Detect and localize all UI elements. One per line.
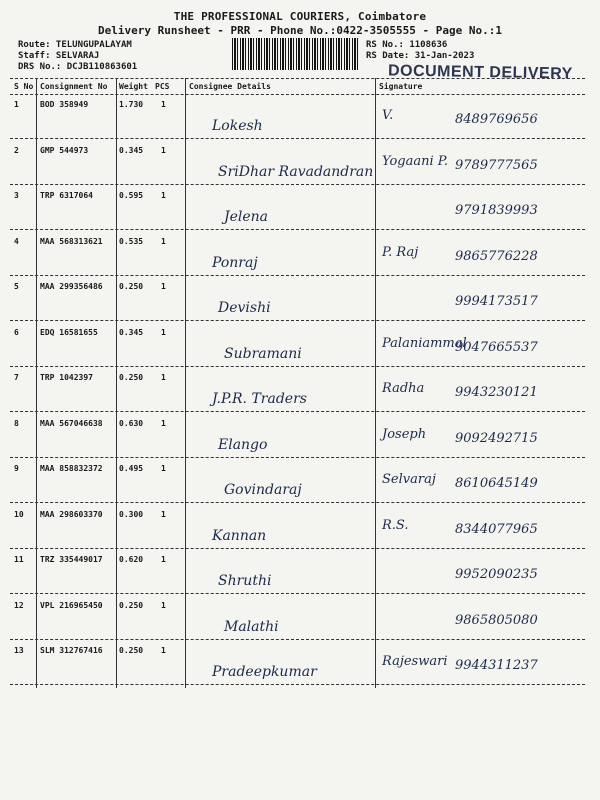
row-signature-name: Selvaraj	[382, 472, 436, 487]
row-consignment: TRP 1042397	[40, 373, 93, 382]
row-signature-name: Rajeswari	[382, 654, 448, 669]
row-sno: 6	[14, 327, 19, 337]
row-consignment: GMP 544973	[40, 145, 89, 155]
row-signature-phone: 9789777565	[455, 157, 538, 173]
row-pcs: 1	[161, 327, 166, 337]
row-sno: 12	[14, 600, 24, 610]
row-signature-phone: 9952090235	[455, 567, 538, 582]
header-rule	[10, 94, 585, 95]
row-signature-phone: 9047665537	[455, 339, 538, 355]
row-consignee-handwritten: J.P.R. Traders	[212, 391, 307, 407]
row-consignment: EDQ 16581655	[40, 327, 98, 337]
row-sno: 4	[14, 236, 19, 246]
table-top-rule	[10, 78, 585, 79]
company-title: THE PROFESSIONAL COURIERS, Coimbatore	[173, 10, 427, 23]
row-pcs: 1	[161, 373, 166, 382]
row-consignment: MAA 298603370	[40, 509, 103, 519]
row-consignee-handwritten: SriDhar Ravadandran	[218, 163, 374, 180]
row-pcs: 1	[161, 282, 166, 291]
row-weight: 0.250	[119, 600, 144, 610]
row-signature-name: Radha	[382, 381, 425, 396]
row-sno: 13	[14, 646, 24, 655]
row-weight: 0.345	[119, 145, 144, 155]
row-sno: 11	[14, 555, 24, 564]
barcode	[232, 38, 360, 70]
row-consignee-handwritten: Malathi	[224, 618, 279, 635]
row-signature-name: R.S.	[382, 517, 409, 533]
col-header-weight: Weight	[119, 82, 148, 91]
row-consignment: MAA 299356486	[40, 282, 103, 291]
row-consignment: BOD 358949	[40, 100, 89, 109]
row-consignee-handwritten: Lokesh	[212, 118, 263, 134]
row-pcs: 1	[161, 418, 166, 428]
row-consignee-handwritten: Devishi	[218, 300, 271, 316]
row-separator	[10, 229, 585, 230]
row-sno: 3	[14, 191, 19, 200]
row-consignment: MAA 568313621	[40, 236, 103, 246]
col-header-signature: Signature	[379, 82, 423, 91]
row-signature-phone: 9791839993	[455, 203, 538, 218]
row-consignment: MAA 567046638	[40, 418, 103, 428]
row-weight: 0.250	[119, 282, 144, 291]
row-separator	[10, 411, 585, 412]
staff-label: Staff: SELVARAJ	[18, 51, 100, 61]
row-signature-name: P. Raj	[382, 244, 419, 260]
row-signature-phone: 9943230121	[455, 385, 538, 400]
row-pcs: 1	[161, 191, 166, 200]
row-pcs: 1	[161, 555, 166, 564]
row-sno: 10	[14, 509, 24, 519]
row-signature-phone: 9865805080	[455, 612, 538, 628]
row-pcs: 1	[161, 464, 166, 473]
row-separator	[10, 593, 585, 594]
row-sno: 5	[14, 282, 19, 291]
row-separator	[10, 320, 585, 321]
row-consignee-handwritten: Govindaraj	[224, 482, 302, 498]
row-pcs: 1	[161, 145, 166, 155]
row-signature-phone: 8610645149	[455, 476, 538, 491]
row-signature-name: Joseph	[382, 426, 427, 442]
col-header-pcs: PCS	[155, 82, 170, 91]
row-consignee-handwritten: Pradeepkumar	[212, 664, 317, 680]
row-weight: 0.630	[119, 418, 144, 428]
runsheet-title: Delivery Runsheet - PRR - Phone No.:0422-3505555 - Page No.:1	[98, 24, 502, 37]
col-header-consignment: Consignment No	[40, 82, 108, 91]
row-consignee-handwritten: Kannan	[212, 527, 267, 544]
row-weight: 1.730	[119, 100, 144, 109]
row-consignment: VPL 216965450	[40, 600, 103, 610]
col-divider	[375, 78, 376, 688]
row-signature-phone: 8489769656	[455, 112, 538, 127]
row-separator	[10, 457, 585, 458]
col-divider	[185, 78, 186, 688]
row-weight: 0.300	[119, 509, 144, 519]
row-signature-phone: 8344077965	[455, 521, 538, 537]
row-weight: 0.495	[119, 464, 144, 473]
row-separator	[10, 684, 585, 685]
document-delivery-stamp: DOCUMENT DELIVERY	[387, 62, 573, 83]
row-separator	[10, 548, 585, 549]
row-separator	[10, 138, 585, 139]
row-separator	[10, 366, 585, 367]
row-weight: 0.345	[119, 327, 144, 337]
row-weight: 0.250	[119, 646, 144, 655]
row-separator	[10, 275, 585, 276]
route-label: Route: TELUNGUPALAYAM	[18, 40, 132, 50]
row-signature-phone: 9994173517	[455, 294, 538, 309]
col-divider	[116, 78, 117, 688]
row-consignee-handwritten: Shruthi	[218, 573, 272, 589]
row-sno: 9	[14, 464, 19, 473]
row-sno: 2	[14, 145, 19, 155]
row-consignee-handwritten: Jelena	[224, 209, 269, 225]
row-pcs: 1	[161, 100, 166, 109]
rs-date: RS Date: 31-Jan-2023	[366, 51, 475, 61]
col-divider	[36, 78, 37, 688]
row-consignment: TRZ 335449017	[40, 555, 103, 564]
row-pcs: 1	[161, 646, 166, 655]
row-consignment: SLM 312767416	[40, 646, 103, 655]
row-weight: 0.595	[119, 191, 144, 200]
row-sno: 8	[14, 418, 19, 428]
row-weight: 0.250	[119, 373, 144, 382]
row-separator	[10, 639, 585, 640]
row-pcs: 1	[161, 236, 166, 246]
row-signature-name: V.	[382, 108, 394, 123]
col-header-sno: S No	[14, 82, 34, 91]
row-consignment: TRP 6317064	[40, 191, 93, 200]
row-signature-phone: 9865776228	[455, 248, 538, 264]
row-sno: 7	[14, 373, 19, 382]
drs-number: DRS No.: DCJB110863601	[18, 62, 138, 72]
row-signature-phone: 9092492715	[455, 430, 538, 446]
row-signature-phone: 9944311237	[455, 658, 538, 673]
row-pcs: 1	[161, 509, 166, 519]
rs-number: RS No.: 1108636	[366, 40, 448, 50]
row-separator	[10, 502, 585, 503]
row-weight: 0.620	[119, 555, 144, 564]
row-signature-name: Yogaani P.	[382, 153, 449, 169]
row-consignee-handwritten: Subramani	[224, 345, 302, 362]
row-separator	[10, 184, 585, 185]
col-header-details: Consignee Details	[189, 82, 271, 91]
row-consignment: MAA 858832372	[40, 464, 103, 473]
row-pcs: 1	[161, 600, 166, 610]
row-signature-name: Palaniammal	[382, 335, 467, 351]
row-consignee-handwritten: Ponraj	[212, 254, 258, 271]
row-consignee-handwritten: Elango	[218, 436, 268, 453]
row-sno: 1	[14, 100, 19, 109]
row-weight: 0.535	[119, 236, 144, 246]
